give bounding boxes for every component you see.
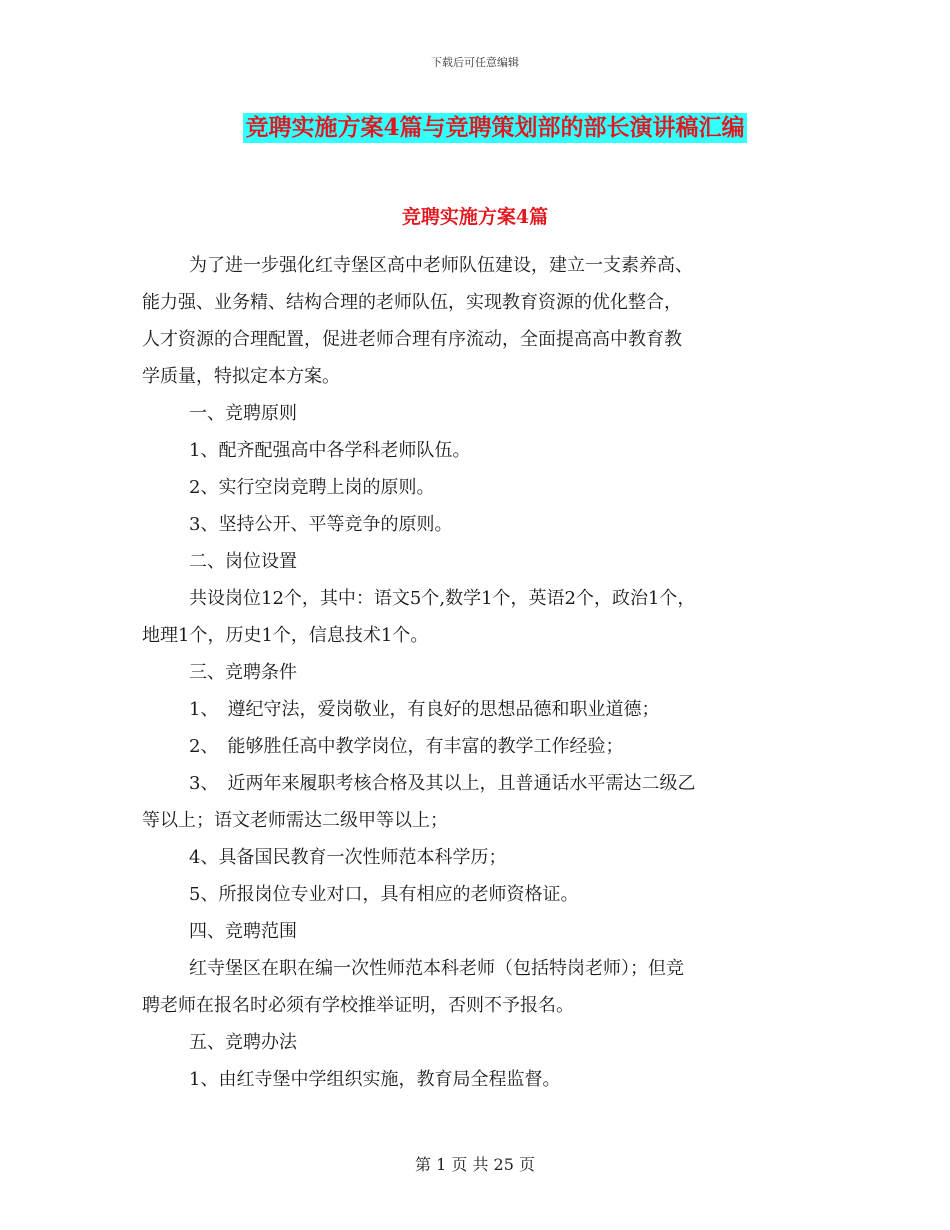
body-line: 1、由红寺堡中学组织实施，教育局全程监督。 (189, 1069, 561, 1090)
body-line: 红寺堡区在职在编一次性师范本科老师（包括特岗老师）；但竞 (189, 958, 684, 979)
body-line: 地理1个，历史1个，信息技术1个。 (142, 625, 429, 646)
body-line: 一、竞聘原则 (189, 403, 297, 424)
body-line: 为了进一步强化红寺堡区高中老师队伍建设，建立一支素养高、 (189, 255, 693, 276)
body-line: 2、 能够胜任高中教学岗位，有丰富的教学工作经验； (189, 736, 624, 757)
body-line: 学质量，特拟定本方案。 (142, 366, 340, 387)
body-line: 5、所报岗位专业对口，具有相应的老师资格证。 (189, 884, 579, 905)
body-line: 聘老师在报名时必须有学校推举证明，否则不予报名。 (142, 995, 574, 1016)
document-title-text: 竞聘实施方案4篇与竞聘策划部的部长演讲稿汇编 (245, 114, 745, 141)
body-line: 3、坚持公开、平等竞争的原则。 (189, 514, 453, 535)
body-line: 2、实行空岗竞聘上岗的原则。 (189, 477, 435, 498)
body-line: 二、岗位设置 (189, 551, 297, 572)
section-title: 竞聘实施方案4篇 (401, 206, 549, 228)
body-line: 共设岗位12个，其中：语文5个,数学1个，英语2个，政治1个， (189, 588, 696, 609)
body-line: 四、竞聘范围 (189, 921, 297, 942)
body-line: 五、竞聘办法 (189, 1032, 297, 1053)
body-text (142, 247, 842, 1098)
body-line: 人才资源的合理配置，促进老师合理有序流动，全面提高高中教育教 (142, 329, 682, 350)
body-line: 4、具备国民教育一次性师范本科学历； (189, 847, 507, 868)
header-note: 下载后可任意编辑 (431, 56, 519, 69)
body-line: 1、配齐配强高中各学科老师队伍。 (189, 440, 471, 461)
document-title (0, 113, 950, 143)
body-line: 3、 近两年来履职考核合格及其以上，且普通话水平需达二级乙 (189, 773, 696, 794)
body-line: 三、竞聘条件 (189, 662, 297, 683)
body-line: 1、 遵纪守法，爱岗敬业，有良好的思想品德和职业道德； (189, 699, 660, 720)
body-line: 等以上；语文老师需达二级甲等以上； (142, 810, 448, 831)
page-footer: 第 1 页 共 25 页 (415, 1155, 535, 1174)
body-line: 能力强、业务精、结构合理的老师队伍，实现教育资源的优化整合， (142, 292, 682, 313)
